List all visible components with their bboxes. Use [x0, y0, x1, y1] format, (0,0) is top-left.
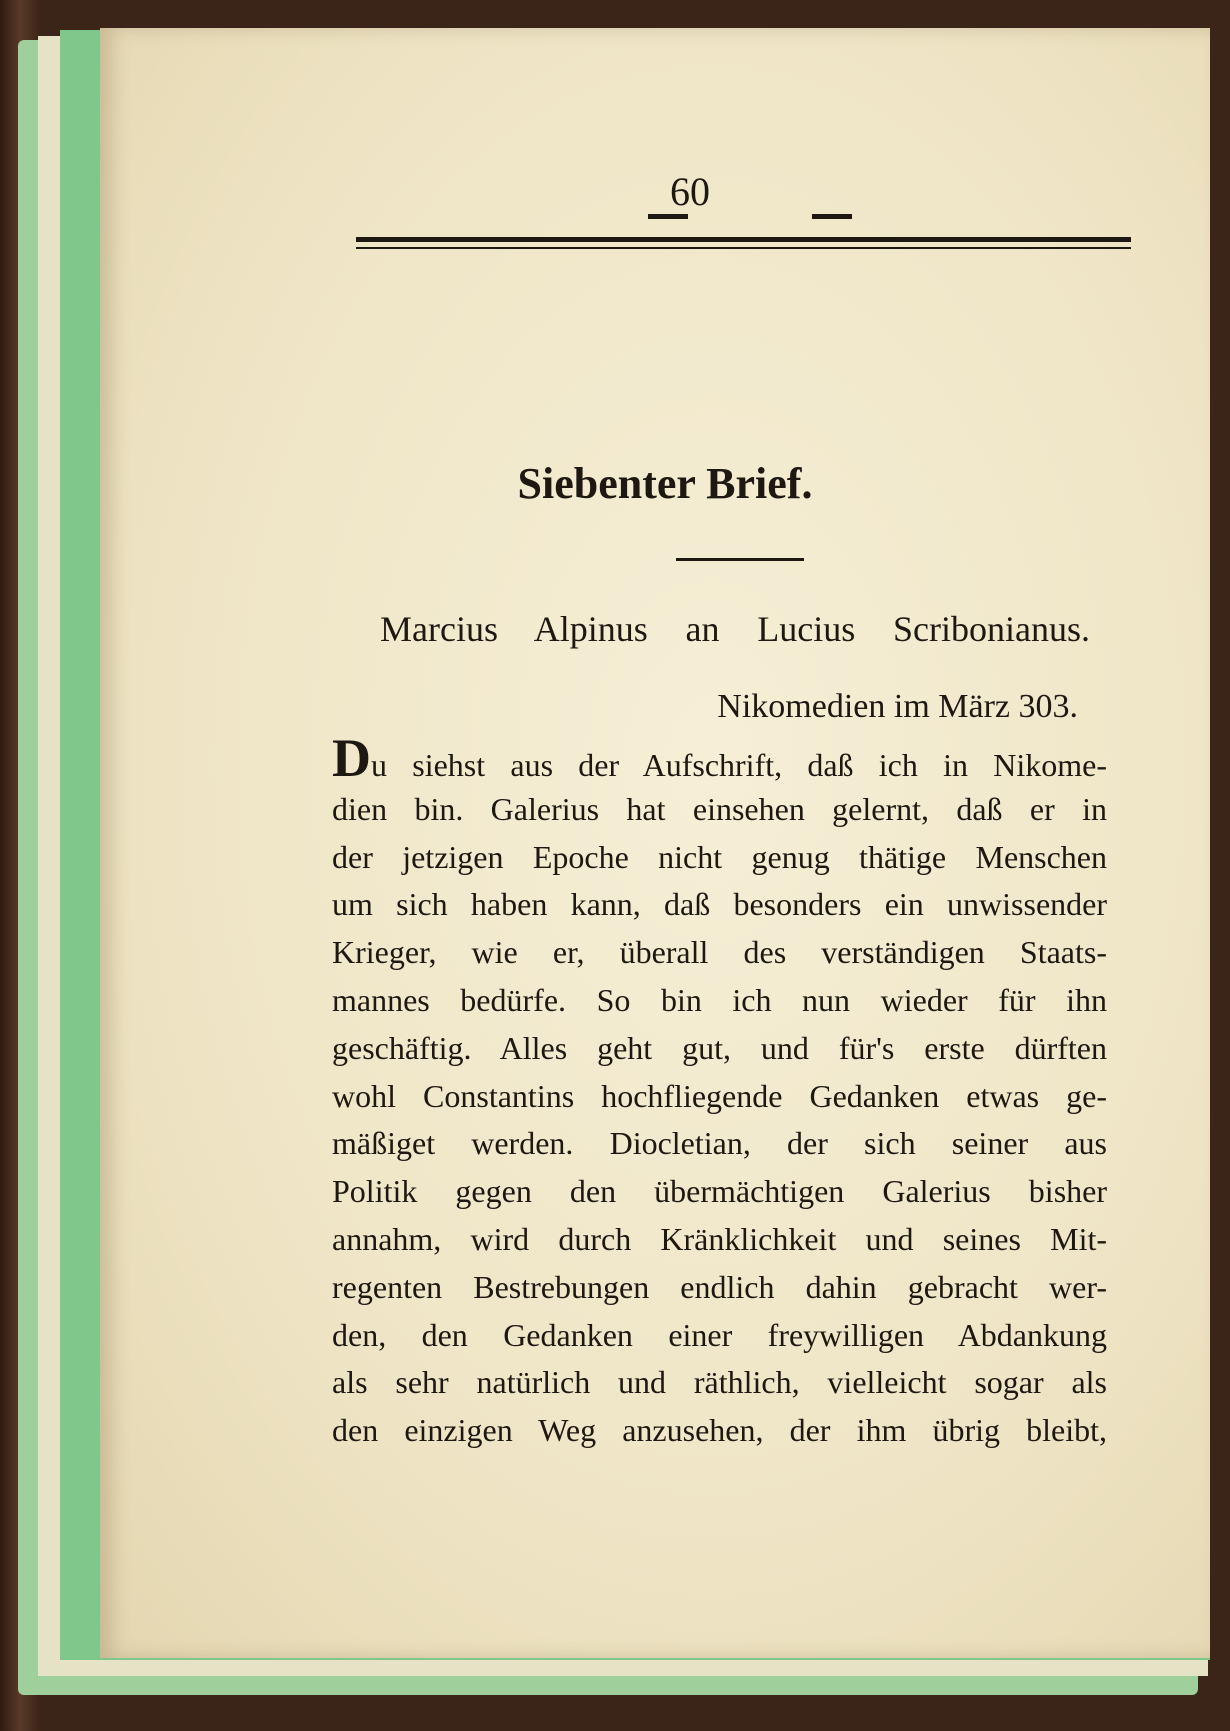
body-line — [332, 1312, 1107, 1360]
header-rule-thin — [356, 247, 1131, 249]
body-line — [332, 977, 1107, 1025]
body-line-text: den, den Gedanken einer freywilligen Abdankung — [332, 1316, 1107, 1353]
dateline: Nikomedien im März 303. — [717, 688, 1078, 725]
body-line-text: dien bin. Galerius hat einsehen gelernt, daß er in — [332, 790, 1107, 827]
body-line — [332, 1216, 1107, 1264]
body-line — [332, 881, 1107, 929]
body-line — [332, 834, 1107, 882]
body-line-text: Krieger, wie er, überall des verständigen Staats- — [332, 934, 1107, 971]
body-line — [332, 786, 1107, 834]
body-line-text: Politik gegen den übermächtigen Galerius bisher — [332, 1173, 1107, 1210]
body-line — [332, 1168, 1107, 1216]
body-line-text: der jetzigen Epoche nicht genug thätige Menschen — [332, 838, 1107, 875]
heading-rule — [676, 558, 804, 561]
drop-initial: D — [332, 728, 371, 788]
body-line — [332, 1359, 1107, 1407]
letter-address: Marcius Alpinus an Lucius Scribonianus. — [380, 609, 1090, 649]
body-line — [332, 929, 1107, 977]
body-line-text: als sehr natürlich und räthlich, vielleicht sogar als — [332, 1364, 1107, 1401]
body-line — [332, 728, 1107, 788]
body-line — [332, 1120, 1107, 1168]
body-line-text: um sich haben kann, daß besonders ein unwissender — [332, 886, 1107, 923]
body-line — [332, 1025, 1107, 1073]
body-line — [332, 1407, 1107, 1455]
body-line — [332, 1073, 1107, 1121]
body-line-text: annahm, wird durch Kränklichkeit und seines Mit- — [332, 1220, 1107, 1257]
page-number: 60 — [670, 169, 710, 214]
body-line-text: u siehst aus der Aufschrift, daß ich in Nikome- — [371, 747, 1107, 783]
body-line — [332, 1264, 1107, 1312]
body-line-text: mannes bedürfe. So bin ich nun wieder für ihn — [332, 981, 1107, 1018]
body-line-text: wohl Constantins hochfliegende Gedanken etwas ge- — [332, 1077, 1107, 1114]
page-number-dash-right — [812, 214, 852, 219]
body-line-text: mäßiget werden. Diocletian, der sich seiner aus — [332, 1125, 1107, 1162]
body-line-text: geschäftig. Alles geht gut, und für's erste dürften — [332, 1029, 1107, 1066]
header-rule — [356, 237, 1131, 242]
body-line-text: regenten Bestrebungen endlich dahin gebracht wer- — [332, 1268, 1107, 1305]
letter-heading: Siebenter Brief. — [517, 459, 813, 508]
letter-body — [332, 728, 1107, 1455]
body-line-text: den einzigen Weg anzusehen, der ihm übrig bleibt, — [332, 1412, 1107, 1449]
